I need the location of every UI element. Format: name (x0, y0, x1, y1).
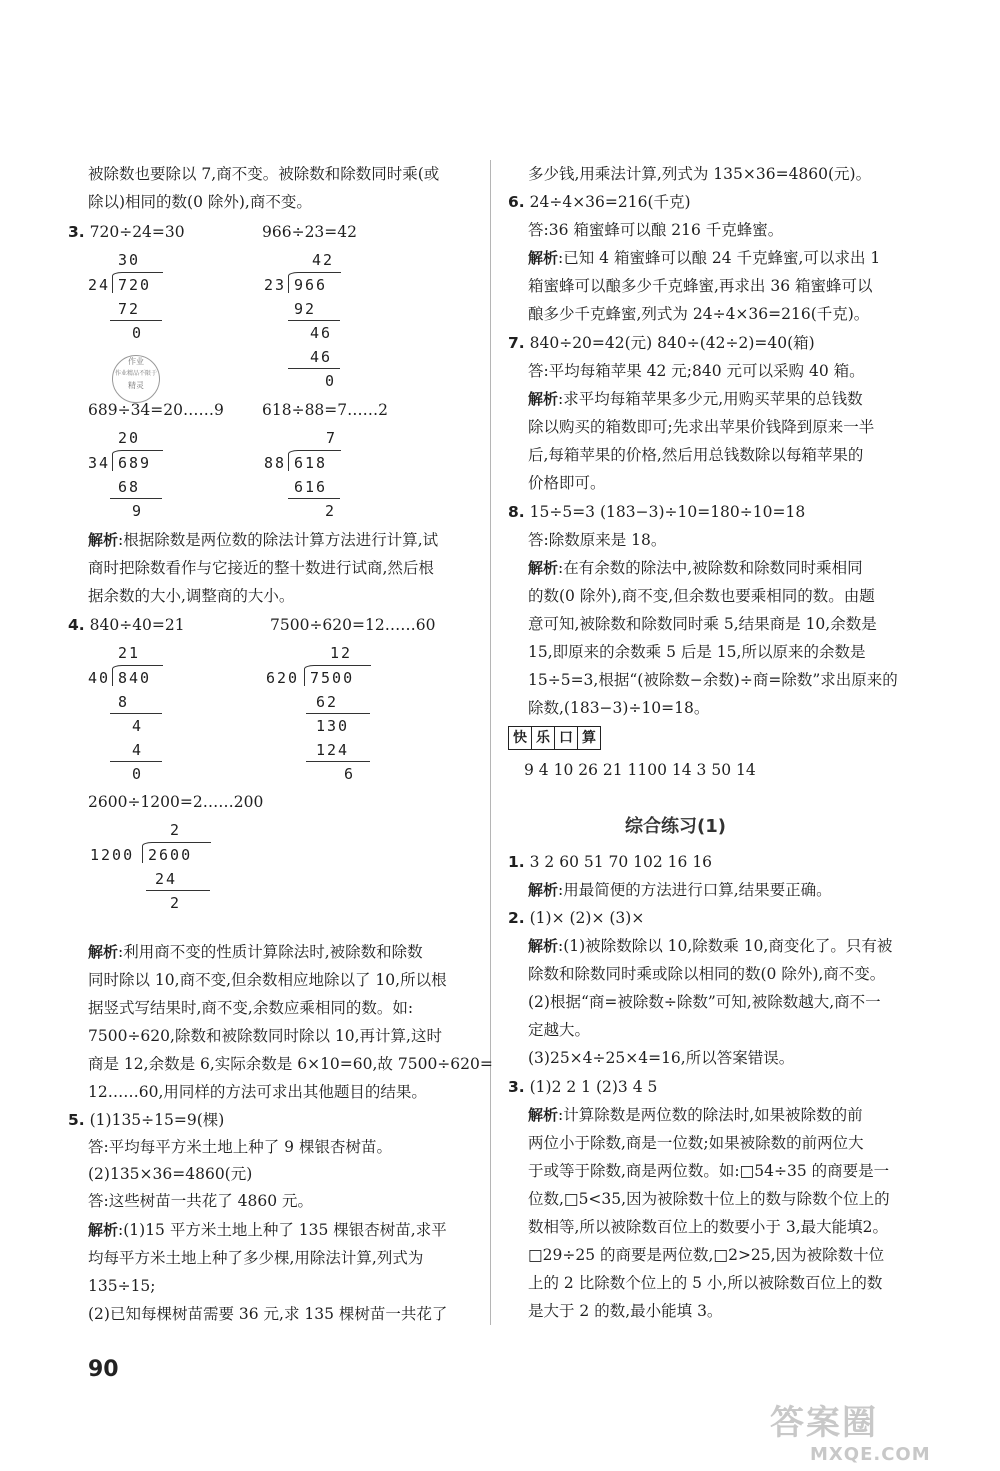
q4-number: 4. (68, 616, 85, 634)
s3-analysis-5: 数相等,所以被除数百位上的数要小于 3,最大能填2。 (528, 1218, 889, 1236)
ld6-quotient: 12 (330, 644, 353, 662)
q6-number: 6. (508, 193, 525, 211)
ld2-divisor: 23 (264, 276, 287, 294)
q4-analysis-2: 同时除以 10,商不变,但余数相应地除以了 10,所以根 (88, 971, 447, 989)
ld4-rem1: 2 (325, 502, 337, 520)
ld2-sub2: 46 (310, 348, 333, 366)
ld7-dividend: 2600 (148, 846, 193, 864)
ld6-dividend: 7500 (310, 669, 355, 687)
intro-line-1: 被除数也要除以 7,商不变。被除数和除数同时乘(或 (88, 165, 440, 183)
ld5-rem1: 4 (132, 717, 144, 735)
q4-analysis-4: 7500÷620,除数和被除数同时除以 10,再计算,这时 (88, 1027, 442, 1045)
ld3-sub1: 68 (118, 478, 141, 496)
s2-analysis-2: 除数和除数同时乘或除以相同的数(0 除外),商不变。 (528, 965, 886, 983)
ld5-sub1: 8 (118, 693, 130, 711)
ld6-rem2: 6 (344, 765, 356, 783)
q8-analysis-2: 的数(0 除外),商不变,但余数也要乘相同的数。由题 (528, 587, 875, 605)
stamp-logo: 作业 作业精品不限于 精灵 (112, 355, 160, 403)
q6-analysis-2: 箱蜜蜂可以酿多少千克蜂蜜,再求出 36 箱蜜蜂可以 (528, 277, 873, 295)
q5-line-3: (2)135×36=4860(元) (88, 1165, 253, 1183)
q5-analysis-2: 均每平方米土地上种了多少棵,用除法计算,列式为 (88, 1249, 424, 1267)
q4-analysis-1: 解析:利用商不变的性质计算除法时,被除数和除数 (88, 943, 423, 961)
ld2-quotient: 42 (312, 251, 335, 269)
q8-analysis-1: 解析:在有余数的除法中,被除数和除数同时乘相同 (528, 559, 863, 577)
page-number: 90 (88, 1357, 119, 1382)
s2-analysis-5: (3)25×4÷25×4=16,所以答案错误。 (528, 1049, 795, 1067)
ld5-quotient: 21 (118, 644, 141, 662)
s2-analysis-1: 解析:(1)被除数除以 10,除数乘 10,商变化了。只有被 (528, 937, 893, 955)
kuaile-kousuan-badge: 快 乐 口 算 (508, 726, 600, 750)
ld7-rule1 (146, 890, 210, 891)
ld2-rule1 (288, 320, 340, 321)
s3-analysis-1: 解析:计算除数是两位数的除法时,如果被除数的前 (528, 1106, 863, 1124)
q3-eq2: 966÷23=42 (262, 223, 358, 241)
q7-line-1: 7. 840÷20=42(元) 840÷(42÷2)=40(箱) (508, 334, 815, 352)
s3-analysis-3: 于或等于除数,商是两位数。如:□54÷35 的商要是一 (528, 1162, 890, 1180)
s3-analysis-8: 是大于 2 的数,最小能填 3。 (528, 1302, 723, 1320)
ld3-dividend: 689 (118, 454, 152, 472)
ld5-rule1 (110, 713, 162, 714)
s2-analysis-4: 定越大。 (528, 1021, 591, 1039)
ld1-divisor: 24 (88, 276, 111, 294)
q6-line-2: 答:36 箱蜜蜂可以酿 216 千克蜂蜜。 (528, 221, 784, 239)
q4-analysis-6: 12……60,用同样的方法可求出其他题目的结果。 (88, 1083, 427, 1101)
s1-number: 1. (508, 853, 525, 871)
q6-analysis-1: 解析:已知 4 箱蜜蜂可以酿 24 千克蜂蜜,可以求出 1 (528, 249, 881, 267)
q8-analysis-4: 15,即原来的余数乘 5 后是 15,所以原来的余数是 (528, 643, 866, 661)
ld1-sub1: 72 (118, 300, 141, 318)
q5-number: 5. (68, 1111, 85, 1129)
q8-line-2: 答:除数原来是 18。 (528, 531, 667, 549)
ld3-divisor: 34 (88, 454, 111, 472)
q6-line-1: 6. 24÷4×36=216(千克) (508, 193, 691, 211)
kuaile-answers: 9 4 10 26 21 1100 14 3 50 14 (524, 761, 756, 779)
ld5-divisor: 40 (88, 669, 111, 687)
q8-analysis-5: 15÷5=3,根据“(被除数−余数)÷商=除数”求出原来的 (528, 671, 898, 689)
q5-analysis-3: 135÷15; (88, 1277, 156, 1295)
ld5-dividend: 840 (118, 669, 152, 687)
q3-number: 3. (68, 223, 85, 241)
q5-analysis-4: (2)已知每棵树苗需要 36 元,求 135 棵树苗一共花了 (88, 1305, 448, 1323)
ld7-quotient: 2 (170, 821, 182, 839)
ld6-rule2 (306, 761, 370, 762)
ld6-rem1: 130 (316, 717, 350, 735)
ld4-dividend: 618 (294, 454, 328, 472)
ld3-rule1 (110, 498, 162, 499)
ld4-sub1: 616 (294, 478, 328, 496)
ld1-rem1: 0 (132, 324, 144, 342)
ld5-sub2: 4 (132, 741, 144, 759)
ld7-sub1: 24 (155, 870, 178, 888)
q5-analysis-1: 解析:(1)15 平方米土地上种了 135 棵银杏树苗,求平 (88, 1221, 447, 1239)
ld2-sub1: 92 (294, 300, 317, 318)
q5-line-1: 5. (1)135÷15=9(棵) (68, 1111, 225, 1129)
q4-eq1: 840÷40=21 (89, 616, 185, 634)
ld2-dividend: 966 (294, 276, 328, 294)
q5-cont: 多少钱,用乘法计算,列式为 135×36=4860(元)。 (528, 165, 872, 183)
column-divider (490, 160, 491, 1325)
section-title: 综合练习(1) (625, 816, 726, 837)
q3-analysis-2: 商时把除数看作与它接近的整十数进行试商,然后根 (88, 559, 434, 577)
ld2-rem1: 46 (310, 324, 333, 342)
s1-analysis: 解析:用最简便的方法进行口算,结果要正确。 (528, 881, 832, 899)
s1-line-1: 1. 3 2 60 51 70 102 16 16 (508, 853, 713, 871)
ld1-quotient: 30 (118, 251, 141, 269)
q7-analysis-2: 除以购买的箱数即可;先求出苹果价钱降到原来一半 (528, 418, 875, 436)
q4-analysis-3: 据竖式写结果时,商不变,余数应乘相同的数。如: (88, 999, 414, 1017)
s2-analysis-3: (2)根据“商=被除数÷除数”可知,被除数越大,商不一 (528, 993, 881, 1011)
s3-analysis-2: 两位小于除数,商是一位数;如果被除数的前两位大 (528, 1134, 864, 1152)
q5-line-4: 答:这些树苗一共花了 4860 元。 (88, 1192, 314, 1210)
s3-number: 3. (508, 1078, 525, 1096)
q8-line-1: 8. 15÷5=3 (183−3)÷10=180÷10=18 (508, 503, 806, 521)
q7-number: 7. (508, 334, 525, 352)
s3-analysis-6: □29÷25 的商要是两位数,□2>25,因为被除数十位 (528, 1246, 885, 1264)
q3-analysis-3: 据余数的大小,调整商的大小。 (88, 587, 295, 605)
ld6-sub2: 124 (316, 741, 350, 759)
ld2-rule2 (288, 368, 340, 369)
s3-analysis-7: 上的 2 比除数个位上的 5 小,所以被除数百位上的数 (528, 1274, 883, 1292)
ld4-quotient: 7 (326, 429, 338, 447)
q7-line-2: 答:平均每箱苹果 42 元;840 元可以采购 40 箱。 (528, 362, 865, 380)
s2-line-1: 2. (1)× (2)× (3)× (508, 909, 645, 927)
ld1-dividend: 720 (118, 276, 152, 294)
q3-analysis-1: 解析:根据除数是两位数的除法计算方法进行计算,试 (88, 531, 439, 549)
ld4-divisor: 88 (264, 454, 287, 472)
q7-analysis-4: 价格即可。 (528, 474, 606, 492)
q4-analysis-5: 商是 12,余数是 6,实际余数是 6×10=60,故 7500÷620= (88, 1055, 493, 1073)
q8-analysis-6: 除数,(183−3)÷10=18。 (528, 699, 710, 717)
q3-eq3: 689÷34=20……9 (88, 401, 224, 419)
q7-analysis-1: 解析:求平均每箱苹果多少元,用购买苹果的总钱数 (528, 390, 863, 408)
watermark-logo: 答案圈 MXQE.COM (770, 1403, 931, 1465)
q4-equations (68, 615, 185, 635)
q8-number: 8. (508, 503, 525, 521)
ld4-rule1 (288, 498, 340, 499)
q4-eq3: 2600÷1200=2……200 (88, 793, 264, 811)
q3-eq4: 618÷88=7……2 (262, 401, 389, 419)
ld2-rem2: 0 (325, 372, 337, 390)
s3-line-1: 3. (1)2 2 1 (2)3 4 5 (508, 1078, 658, 1096)
q6-analysis-3: 酿多少千克蜂蜜,列式为 24÷4×36=216(千克)。 (528, 305, 870, 323)
ld1-rule1 (110, 320, 162, 321)
ld5-rem2: 0 (132, 765, 144, 783)
ld5-rule2 (110, 761, 162, 762)
q7-analysis-3: 后,每箱苹果的价格,然后用总钱数除以每箱苹果的 (528, 446, 864, 464)
ld7-divisor: 1200 (90, 846, 135, 864)
ld3-rem1: 9 (132, 502, 144, 520)
s2-number: 2. (508, 909, 525, 927)
intro-line-2: 除以)相同的数(0 除外),商不变。 (88, 193, 312, 211)
q3-equations (68, 222, 185, 242)
q5-line-2: 答:平均每平方米土地上种了 9 棵银杏树苗。 (88, 1138, 392, 1156)
s3-analysis-4: 位数,□5<35,因为被除数十位上的数与除数个位上的 (528, 1190, 890, 1208)
q4-eq2: 7500÷620=12……60 (270, 616, 436, 634)
q8-analysis-3: 意可知,被除数和除数同时乘 5,结果商是 10,余数是 (528, 615, 877, 633)
ld6-rule1 (306, 713, 370, 714)
ld6-sub1: 62 (316, 693, 339, 711)
ld6-divisor: 620 (266, 669, 300, 687)
q3-eq1: 720÷24=30 (89, 223, 185, 241)
ld3-quotient: 20 (118, 429, 141, 447)
ld7-rem1: 2 (170, 894, 182, 912)
